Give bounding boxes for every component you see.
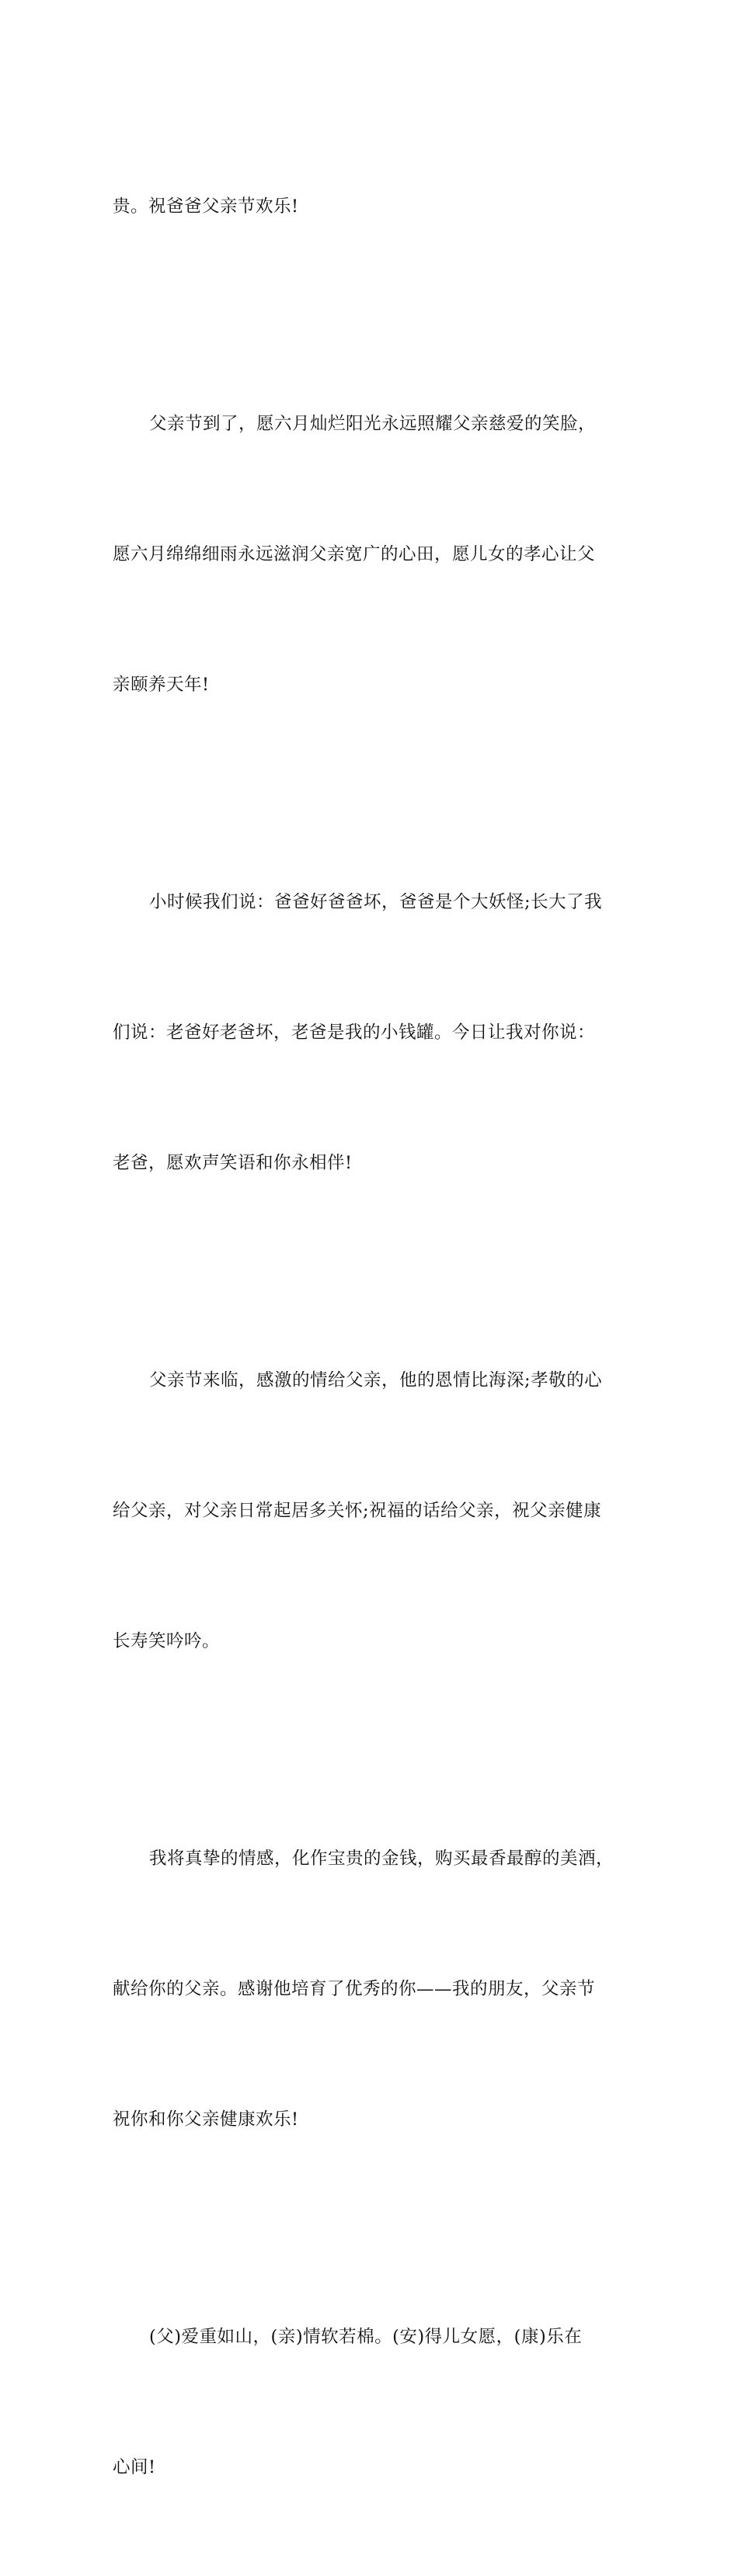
paragraph-3	[113, 793, 629, 1272]
paragraph-6	[113, 2228, 629, 2576]
paragraph-5	[113, 1750, 629, 2228]
paragraph-line: 小时候我们说：爸爸好爸爸坏，爸爸是个大妖怪;长大了我	[149, 892, 603, 912]
paragraph-line: 父亲节到了，愿六月灿烂阳光永远照耀父亲慈爱的笑脸，	[149, 414, 597, 434]
paragraph-line: 老爸，愿欢声笑语和你永相伴!	[113, 1153, 353, 1173]
paragraph-line: 父亲节来临，感激的情给父亲，他的恩情比海深;孝敬的心	[149, 1370, 603, 1390]
paragraph-line: 心间!	[113, 2457, 156, 2477]
paragraph-line: 长寿笑吟吟。	[113, 1631, 221, 1651]
paragraph-4	[113, 1272, 629, 1750]
paragraph-line: 献给你的父亲。感谢他培育了优秀的你——我的朋友，父亲节	[113, 1979, 596, 1999]
paragraph-line: (父)爱重如山，(亲)情软若棉。(安)得儿女愿，(康)乐在	[149, 2327, 583, 2347]
paragraph-2	[113, 315, 629, 793]
paragraph-1	[113, 98, 629, 315]
paragraph-line: 愿六月绵绵细雨永远滋润父亲宽广的心田，愿儿女的孝心让父	[113, 544, 596, 564]
paragraph-line: 给父亲，对父亲日常起居多关怀;祝福的话给父亲，祝父亲健康	[113, 1501, 602, 1521]
paragraph-line: 我将真挚的情感，化作宝贵的金钱，购买最香最醇的美酒，	[149, 1849, 614, 1869]
paragraph-line: 贵。祝爸爸父亲节欢乐!	[113, 196, 299, 217]
document-body	[113, 98, 629, 2576]
paragraph-line: 祝你和你父亲健康欢乐!	[113, 2109, 299, 2130]
paragraph-line: 们说：老爸好老爸坏，老爸是我的小钱罐。今日让我对你说：	[113, 1022, 596, 1043]
paragraph-line: 亲颐养天年!	[113, 675, 210, 695]
